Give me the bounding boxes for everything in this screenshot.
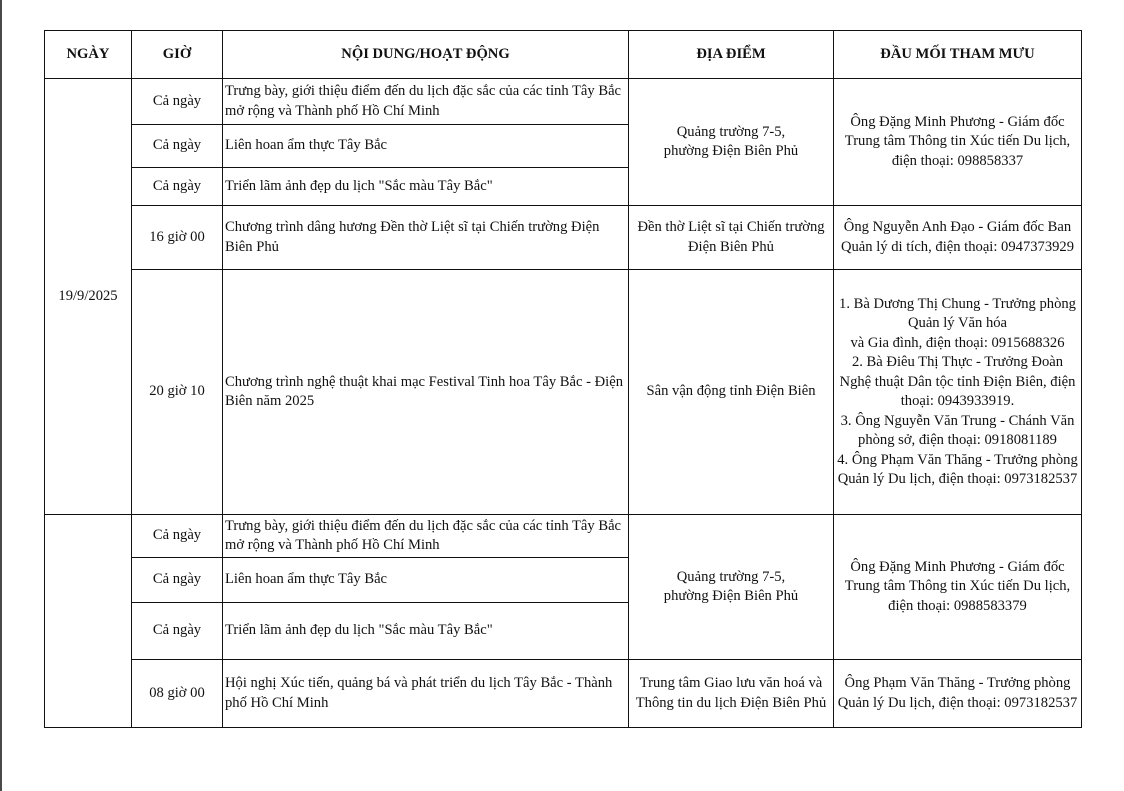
table-row bbox=[45, 79, 1082, 125]
page-left-edge bbox=[0, 0, 2, 791]
contact-cell: Ông Đặng Minh Phương - Giám đốc Trung tâm Thông tin Xúc tiến Du lịch, điện thoại: 098858337 bbox=[834, 79, 1082, 206]
header-contact: ĐẦU MỐI THAM MƯU bbox=[834, 31, 1082, 79]
contact-cell: Ông Đặng Minh Phương - Giám đốc Trung tâm Thông tin Xúc tiến Du lịch, điện thoại: 0988583379 bbox=[834, 515, 1082, 660]
location-cell: Đền thờ Liệt sĩ tại Chiến trường Điện Biên Phủ bbox=[629, 206, 834, 270]
time-cell: 16 giờ 00 bbox=[132, 206, 223, 270]
contact-cell: 1. Bà Dương Thị Chung - Trưởng phòng Quản lý Văn hóa và Gia đình, điện thoại: 0915688326 2. Bà Điêu Thị Thực - Trưởng Đoàn Nghệ thuật Dân tộc tỉnh Điện Biên, điện thoại: 0943933919. 3. Ông Nguyễn Văn Trung - Chánh Văn phòng sở, điện thoại: 0918081189 4. Ông Phạm Văn Thăng - Trưởng phòng Quản lý Du lịch, điện thoại: 0973182537 bbox=[834, 270, 1082, 515]
table-row bbox=[45, 270, 1082, 515]
content-cell: Chương trình nghệ thuật khai mạc Festival Tinh hoa Tây Bắc - Điện Biên năm 2025 bbox=[223, 270, 629, 515]
header-location: ĐỊA ĐIỂM bbox=[629, 31, 834, 79]
date-cell: 19/9/2025 bbox=[45, 79, 132, 515]
table-row bbox=[45, 515, 1082, 558]
content-cell: Liên hoan ẩm thực Tây Bắc bbox=[223, 558, 629, 603]
time-cell: Cả ngày bbox=[132, 603, 223, 660]
header-time: GIỜ bbox=[132, 31, 223, 79]
location-cell: Sân vận động tỉnh Điện Biên bbox=[629, 270, 834, 515]
location-cell: Quảng trường 7-5, phường Điện Biên Phủ bbox=[629, 515, 834, 660]
content-cell: Hội nghị Xúc tiến, quảng bá và phát triển du lịch Tây Bắc - Thành phố Hồ Chí Minh bbox=[223, 660, 629, 728]
table-row bbox=[45, 206, 1082, 270]
content-cell: Trưng bày, giới thiệu điểm đến du lịch đặc sắc của các tỉnh Tây Bắc mở rộng và Thành phố Hồ Chí Minh bbox=[223, 79, 629, 125]
header-content: NỘI DUNG/HOẠT ĐỘNG bbox=[223, 31, 629, 79]
header-row bbox=[45, 31, 1082, 79]
time-cell: Cả ngày bbox=[132, 125, 223, 168]
contact-cell: Ông Phạm Văn Thăng - Trưởng phòng Quản lý Du lịch, điện thoại: 0973182537 bbox=[834, 660, 1082, 728]
contact-cell: Ông Nguyễn Anh Đạo - Giám đốc Ban Quản lý di tích, điện thoại: 0947373929 bbox=[834, 206, 1082, 270]
time-cell: Cả ngày bbox=[132, 558, 223, 603]
time-cell: Cả ngày bbox=[132, 168, 223, 206]
date-cell bbox=[45, 515, 132, 728]
location-cell: Quảng trường 7-5, phường Điện Biên Phủ bbox=[629, 79, 834, 206]
content-cell: Chương trình dâng hương Đền thờ Liệt sĩ tại Chiến trường Điện Biên Phủ bbox=[223, 206, 629, 270]
location-cell: Trung tâm Giao lưu văn hoá và Thông tin du lịch Điện Biên Phủ bbox=[629, 660, 834, 728]
content-cell: Trưng bày, giới thiệu điểm đến du lịch đặc sắc của các tỉnh Tây Bắc mở rộng và Thành phố Hồ Chí Minh bbox=[223, 515, 629, 558]
header-date: NGÀY bbox=[45, 31, 132, 79]
table-row bbox=[45, 660, 1082, 728]
time-cell: Cả ngày bbox=[132, 79, 223, 125]
schedule-table bbox=[44, 30, 1082, 728]
content-cell: Triển lãm ảnh đẹp du lịch "Sắc màu Tây Bắc" bbox=[223, 168, 629, 206]
time-cell: Cả ngày bbox=[132, 515, 223, 558]
content-cell: Liên hoan ẩm thực Tây Bắc bbox=[223, 125, 629, 168]
time-cell: 20 giờ 10 bbox=[132, 270, 223, 515]
content-cell: Triển lãm ảnh đẹp du lịch "Sắc màu Tây Bắc" bbox=[223, 603, 629, 660]
time-cell: 08 giờ 00 bbox=[132, 660, 223, 728]
